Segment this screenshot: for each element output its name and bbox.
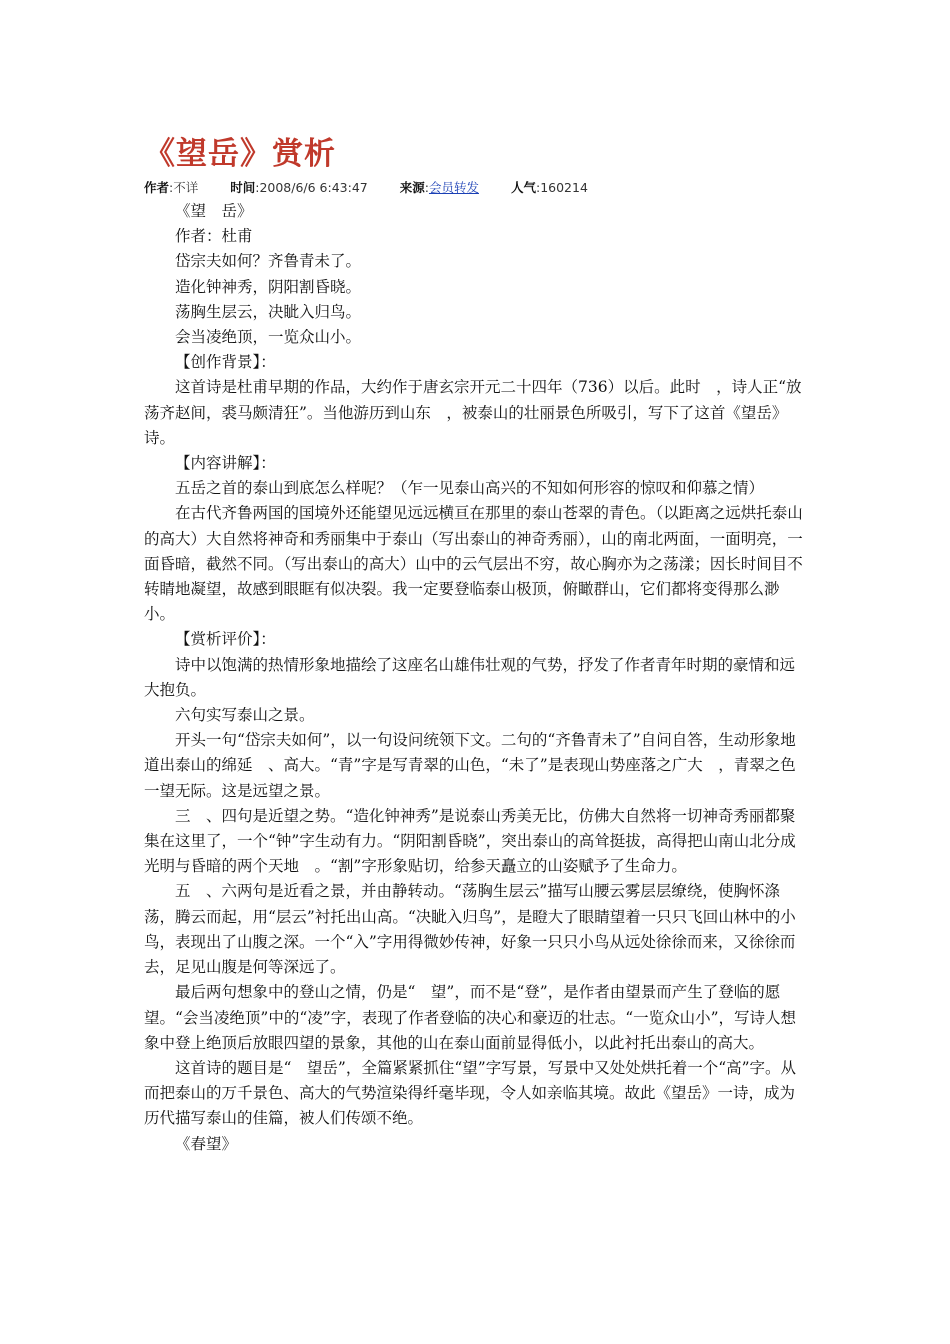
section-heading-background: 【创作背景】： [175,353,276,372]
source-label: 来源 [399,180,425,195]
body-paragraph: 在古代齐鲁两国的国境外还能望见远远横亘在那里的泰山苍翠的青色。（以距离之远烘托泰山的高大）大自然将神奇和秀丽集中于泰山（写出泰山的神奇秀丽），山的南北两面，一面明亮，一面昏暗，截然不同。（写出泰山的高大）山中的云气层出不穷，故心胸亦为之荡漾；因长时间目不转睛地凝望，故感到眼眶有似决裂。我一定要登临泰山极顶，俯瞰群山，它们都将变得那么渺小。 [144,504,803,624]
section-heading-appreciation: 【赏析评价】： [175,630,276,649]
body-paragraph: 这首诗是杜甫早期的作品，大约作于唐玄宗开元二十四年（736）以后。此时 ，诗人正“放荡齐赵间，裘马颇清狂”。当他游历到山东 ，被泰山的壮丽景色所吸引，写下了这首《望岳》诗。 [144,378,802,447]
poem-author: 作者：杜甫 [175,227,253,246]
body-paragraph: 五 、六两句是近看之景，并由静转动。“荡胸生层云”描写山腰云雾层层缭绕，使胸怀涤荡，腾云而起，用“层云”衬托出山高。“决眦入归鸟”，是瞪大了眼睛望着一只只飞回山林中的小鸟，表现出了山腹之深。一个“入”字用得微妙传神，好象一只只小鸟从远处徐徐而来，又徐徐而去，足见山腹是何等深远了。 [144,882,796,977]
body-paragraph: 六句实写泰山之景。 [175,706,315,725]
poem-line: 会当凌绝顶，一览众山小。 [175,328,362,347]
source-separator: : [424,180,429,195]
source-link[interactable]: 会员转发 [428,180,479,195]
body-paragraph: 五岳之首的泰山到底怎么样呢？（乍一见泰山高兴的不知如何形容的惊叹和仰慕之情） [175,479,765,498]
time-label: 时间 [230,180,256,195]
next-poem-title: 《春望》 [175,1134,238,1153]
popularity-label: 人气 [510,180,536,195]
article-meta [144,178,588,196]
poem-title: 《望 岳》 [175,202,253,220]
author-label: 作者 [144,180,170,195]
popularity-value: :160214 [535,180,588,195]
body-paragraph: 诗中以饱满的热情形象地描绘了这座名山雄伟壮观的气势，抒发了作者青年时期的豪情和远大抱负。 [144,655,796,699]
body-paragraph: 最后两句想象中的登山之情，仍是“ 望”，而不是“登”，是作者由望景而产生了登临的愿望。“会当凌绝顶”中的“凌”字，表现了作者登临的决心和豪迈的壮志。“一览众山小”，写诗人想象中登上绝顶后放眼四望的景象，其他的山在泰山面前显得低小，以此衬托出泰山的高大。 [144,983,797,1052]
body-paragraph: 这首诗的题目是“ 望岳”，全篇紧紧抓住“望”字写景，写景中又处处烘托着一个“高”字。从而把泰山的万千景色、高大的气势渲染得纤毫毕现，令人如亲临其境。故此《望岳》一诗，成为历代描写泰山的佳篇，被人们传颂不绝。 [144,1058,797,1128]
section-heading-explanation: 【内容讲解】： [175,454,276,473]
poem-line: 荡胸生层云，决眦入归鸟。 [175,302,362,321]
time-value: :2008/6/6 6:43:47 [255,180,368,195]
body-paragraph: 开头一句“岱宗夫如何”，以一句设问统领下文。二句的“齐鲁青未了”自问自答，生动形象地道出泰山的绵延 、高大。“青”字是写青翠的山色，“未了”是表现山势座落之广大 ，青翠之色一望无际。这是远望之景。 [144,731,796,800]
poem-line: 岱宗夫如何？齐鲁青未了。 [175,252,362,271]
article-title: 《望岳》赏析 [144,136,336,172]
article-body [144,199,806,1157]
author-value: :不详 [169,180,199,195]
poem-line: 造化钟神秀，阴阳割昏晓。 [175,277,362,296]
body-paragraph: 三 、四句是近望之势。“造化钟神秀”是说泰山秀美无比，仿佛大自然将一切神奇秀丽都聚集在这里了，一个“钟”字生动有力。“阴阳割昏晓”，突出泰山的高耸挺拔，高得把山南山北分成光明与昏暗的两个天地 。“割”字形象贴切，给参天矗立的山姿赋予了生命力。 [144,806,796,876]
